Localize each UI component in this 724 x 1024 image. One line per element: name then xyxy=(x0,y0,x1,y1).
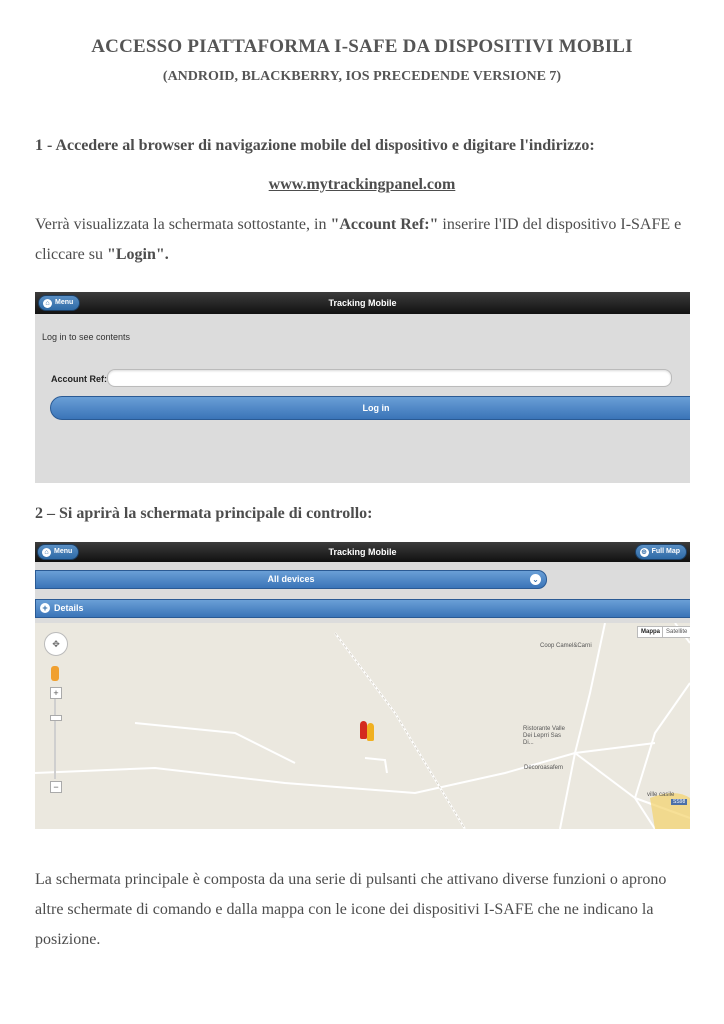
home-icon: ⌂ xyxy=(43,299,52,308)
full-map-button[interactable] xyxy=(635,544,687,560)
login-menu-label: Menu xyxy=(55,299,74,306)
device-marker-red-icon[interactable] xyxy=(360,721,367,739)
poi-label-2: Ristorante Valle Dei Leprri Sas Di... xyxy=(523,726,565,746)
plus-icon: + xyxy=(40,603,50,613)
pan-control-icon[interactable]: ✥ xyxy=(44,632,68,656)
account-ref-label: Account Ref: xyxy=(51,374,107,384)
main-menu-button[interactable] xyxy=(37,544,79,560)
para1-account-ref: "Account Ref:" xyxy=(330,216,439,233)
login-screenshot xyxy=(35,292,690,483)
details-collapsible[interactable] xyxy=(35,599,690,618)
devices-select[interactable] xyxy=(35,570,547,589)
step-1-heading: 1 - Accedere al browser di navigazione mobile del dispositivo e digitare l'indirizzo: xyxy=(35,137,595,154)
paragraph-2: La schermata principale è composta da una serie di pulsanti che attivano diverse funzioni o aprono altre schermate di comando e dalla mappa con le icone dei dispositivi I-SAFE che ne indicano la posizione. xyxy=(35,871,667,948)
device-marker-yellow-icon[interactable] xyxy=(367,723,374,741)
url-link[interactable]: www.mytrackingpanel.com xyxy=(268,176,456,193)
chevron-down-icon: ⌄ xyxy=(530,574,541,585)
zoom-slider-track[interactable] xyxy=(54,699,56,779)
paragraph-1 xyxy=(35,210,695,270)
map-type-map-button[interactable]: Mappa xyxy=(637,626,664,638)
zoom-out-icon[interactable]: − xyxy=(50,781,62,793)
map-view[interactable] xyxy=(35,623,690,829)
poi-label-4: ville casile xyxy=(647,792,675,798)
main-menu-label: Menu xyxy=(54,548,73,555)
login-info-text: Log in to see contents xyxy=(42,332,131,342)
map-type-satellite-button[interactable]: Satellite xyxy=(662,626,690,638)
para1-text-a: Verrà visualizzata la schermata sottostante, in xyxy=(35,216,331,233)
account-ref-input[interactable] xyxy=(107,369,672,387)
main-screenshot xyxy=(35,542,690,829)
poi-label-1: Coop Camel&Carni xyxy=(540,643,592,649)
full-map-label: Full Map xyxy=(651,548,680,555)
poi-label-3: Decoroasafem xyxy=(524,765,564,771)
para1-text-c: inserire l'ID del dispositivo I-SAFE e cliccare su xyxy=(35,216,682,263)
para1-login: "Login". xyxy=(106,246,169,263)
login-header-title: Tracking Mobile xyxy=(328,298,397,308)
login-menu-button[interactable] xyxy=(38,295,80,311)
login-button-label: Log in xyxy=(362,403,390,413)
document-subtitle: (ANDROID, BLACKBERRY, IOS PRECEDENDE VERSIONE 7) xyxy=(162,69,562,84)
main-header-bar xyxy=(35,542,690,562)
zoom-icon: ⊕ xyxy=(641,548,648,556)
road-shield: SS98 xyxy=(673,799,686,805)
zoom-in-icon[interactable]: + xyxy=(50,687,62,699)
main-header-title: Tracking Mobile xyxy=(328,547,397,557)
login-header-bar xyxy=(35,292,690,314)
home-icon: ⌂ xyxy=(42,548,51,557)
devices-select-value: All devices xyxy=(267,574,315,584)
zoom-slider-handle[interactable] xyxy=(50,715,62,721)
details-label: Details xyxy=(54,603,84,613)
document-title: ACCESSO PIATTAFORMA I-SAFE DA DISPOSITIVI MOBILI xyxy=(91,36,633,57)
login-button[interactable] xyxy=(50,396,690,420)
pegman-icon[interactable] xyxy=(51,666,59,681)
step-2-heading: 2 – Si aprirà la schermata principale di controllo: xyxy=(35,505,373,522)
